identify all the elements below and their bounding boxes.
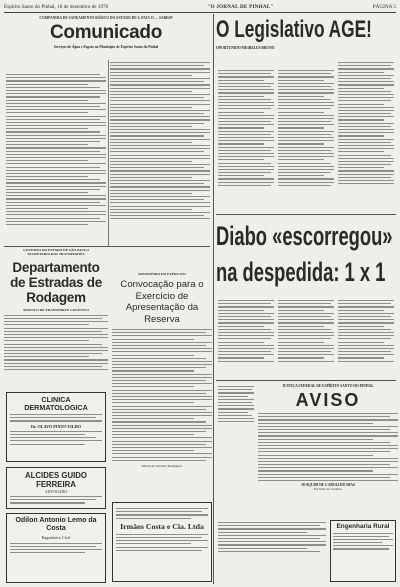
column-rule [108,60,109,246]
legislativo-title: O Legislativo AGE! [216,16,372,43]
department-title: Departamento de Estradas de Rodagem [10,259,102,305]
convocacao-signature: Mario de Lourdes Rodrigues [141,463,183,468]
odilon-role: Engenheiro Civil [41,535,71,541]
bottom-text-column [218,520,326,554]
alcides-name: ALCIDES GUIDO FERREIRA [25,471,87,489]
irmaos-name: Irmãos Costa e Cia. Ltda [120,521,204,531]
legislativo-column-3 [338,60,394,186]
department-kicker: GOVERNO DO ESTADO DE SÃO PAULO SECRETARIA DOS TRANSPORTES [23,248,89,257]
clinica-title: CLINICA DERMATOLOGICA [24,395,88,412]
clinica-ad [6,392,106,462]
aviso-title: AVISO [295,390,361,410]
comunicado-title: Comunicado [49,22,163,43]
alcides-ad [6,467,106,509]
odilon-ad [6,513,106,583]
diabo-column-3 [338,298,394,364]
section-rule [216,380,396,381]
aviso-notice [258,384,398,491]
header-date: Espírito Santo do Pinhal, 18 de dezembro de 1976 [4,4,109,10]
comunicado-body-column [110,60,210,221]
department-article [4,248,108,372]
legislativo-column-2 [278,68,334,188]
diabo-column-1 [218,298,274,364]
column-rule [213,14,214,584]
section-rule [4,246,210,247]
legislativo-byline: OPORTUNIDO MEIRELES BRUNO [216,46,275,50]
page-header [4,2,396,13]
diabo-headline [216,218,398,304]
header-page-number: PÁGINA 5 [372,4,396,10]
aviso-kicker: JUSTIÇA FEDERAL DE ESPÍRITO SANTO DO PINHAL [282,384,374,388]
convocacao-title: Convocação para o Exercício de Apresentação da Reserva [120,279,204,325]
engenharia-title: Engenharia Rural [336,523,390,530]
irmaos-ad [112,502,212,582]
small-side-column [218,384,254,424]
engenharia-ad [330,520,396,582]
header-paper-name: "O JORNAL DE PINHAL" [207,4,274,10]
aviso-signer: JOAQUIM DE CARVALHO DIAS [300,483,356,488]
convocacao-kicker: MINISTÉRIO DO EXÉRCITO [138,272,186,276]
department-subhead: SERVIÇO DE TRANSPORTE COLETIVO [23,307,89,312]
aviso-signer-role: Escrivão do Cartório [313,487,343,492]
odilon-name: Odilon Antonio Lemo da Costa [15,517,97,533]
comunicado-list-column [6,72,106,227]
diabo-column-2 [278,298,334,364]
convocacao-article [112,272,212,468]
diabo-title: Diabo «escorregou» na despedida: 1 x 1 [216,221,393,287]
legislativo-column-1 [218,68,274,188]
clinica-doctor: Dr. OLAVO PINTO FILHO [30,423,82,429]
comunicado-kicker: COMPANHIA DE SANEAMENTO BÁSICO DO ESTADO DE S. PAULO — SABESP [39,16,173,20]
section-rule [216,214,396,215]
alcides-role: ADVOGADO [45,490,67,494]
comunicado-subhead: Serviços de Água e Esgoto no Município de Espírito Santo do Pinhal [53,45,159,49]
